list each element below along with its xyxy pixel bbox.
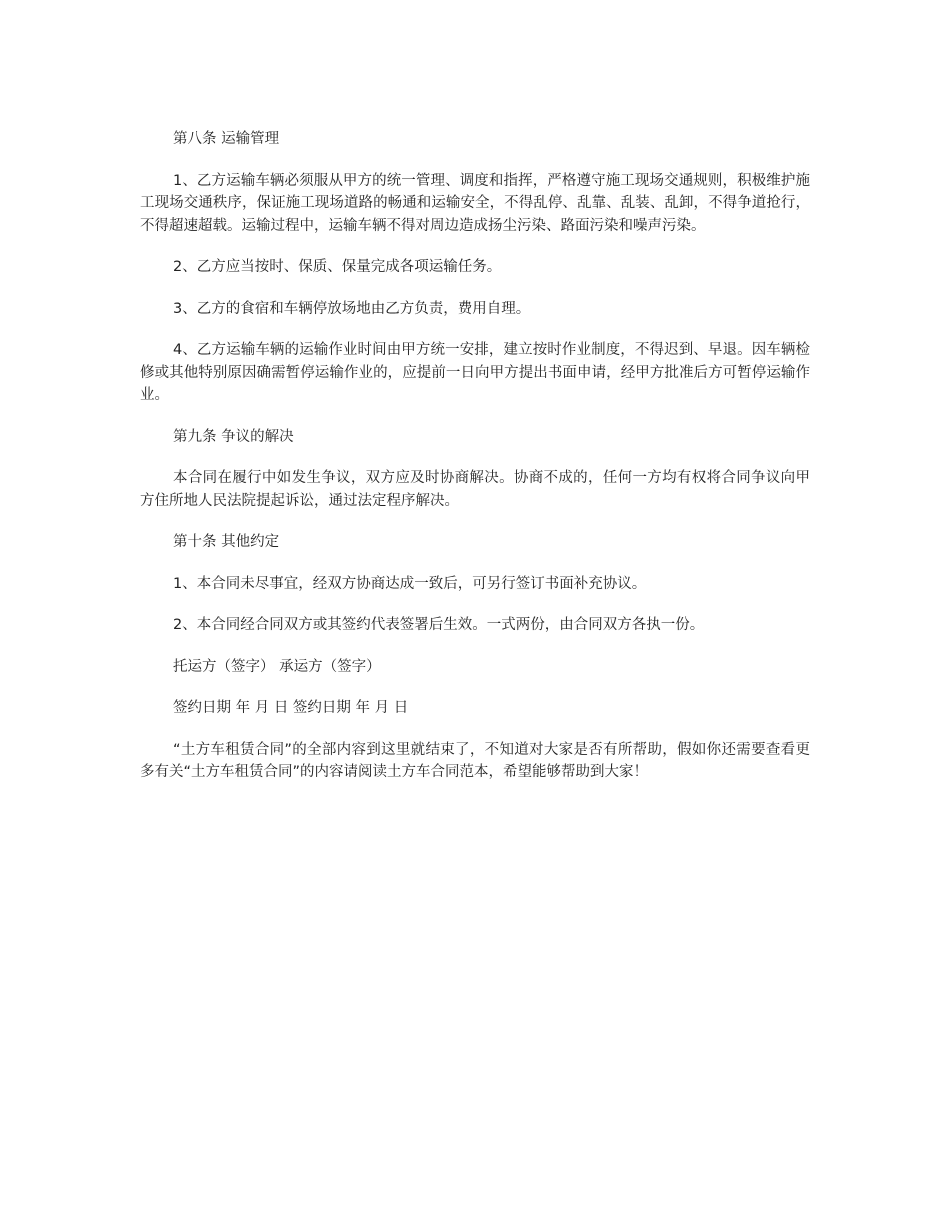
paragraph-8-2: 2、乙方应当按时、保质、保量完成各项运输任务。	[173, 259, 502, 275]
section-heading-9: 第九条 争议的解决	[173, 428, 294, 445]
paragraph-8-4: 4、乙方运输车辆的运输作业时间由甲方统一安排，建立按时作业制度，不得迟到、早退。因车辆检修或其他特别原因确需暂停运输作业的，应提前一日向甲方提出书面申请，经甲方批准后方可暂停运输作业。	[140, 342, 810, 403]
document-page	[140, 128, 810, 803]
paragraph-10-1: 1、本合同未尽事宜，经双方协商达成一致后，可另行签订书面补充协议。	[173, 575, 647, 592]
closing-note: “土方车租赁合同”的全部内容到这里就结束了，不知道对大家是否有所帮助，假如你还需要查看更多有关“土方车租赁合同”的内容请阅读土方车合同范本，希望能够帮助到大家！	[140, 741, 810, 780]
paragraph-8-1: 1、乙方运输车辆必须服从甲方的统一管理、调度和指挥，严格遵守施工现场交通规则，积极维护施工现场交通秩序，保证施工现场道路的畅通和运输安全，不得乱停、乱靠、乱装、乱卸，不得争道抢行，不得超速超载。运输过程中，运输车辆不得对周边造成扬尘污染、路面污染和噪声污染。	[140, 172, 810, 234]
paragraph-9-1: 本合同在履行中如发生争议，双方应及时协商解决。协商不成的，任何一方均有权将合同争议向甲方住所地人民法院提起诉讼，通过法定程序解决。	[140, 470, 810, 509]
paragraph-8-3: 3、乙方的食宿和车辆停放场地由乙方负责，费用自理。	[173, 300, 531, 317]
section-heading-10: 第十条 其他约定	[173, 534, 280, 550]
signing-date-line: 签约日期 年 月 日 签约日期 年 月 日	[173, 700, 409, 716]
signature-line: 托运方（签字） 承运方（签字）	[173, 658, 381, 675]
paragraph-10-2: 2、本合同经合同双方或其签约代表签署后生效。一式两份，由合同双方各执一份。	[173, 617, 705, 633]
section-heading-8: 第八条 运输管理	[173, 131, 280, 147]
